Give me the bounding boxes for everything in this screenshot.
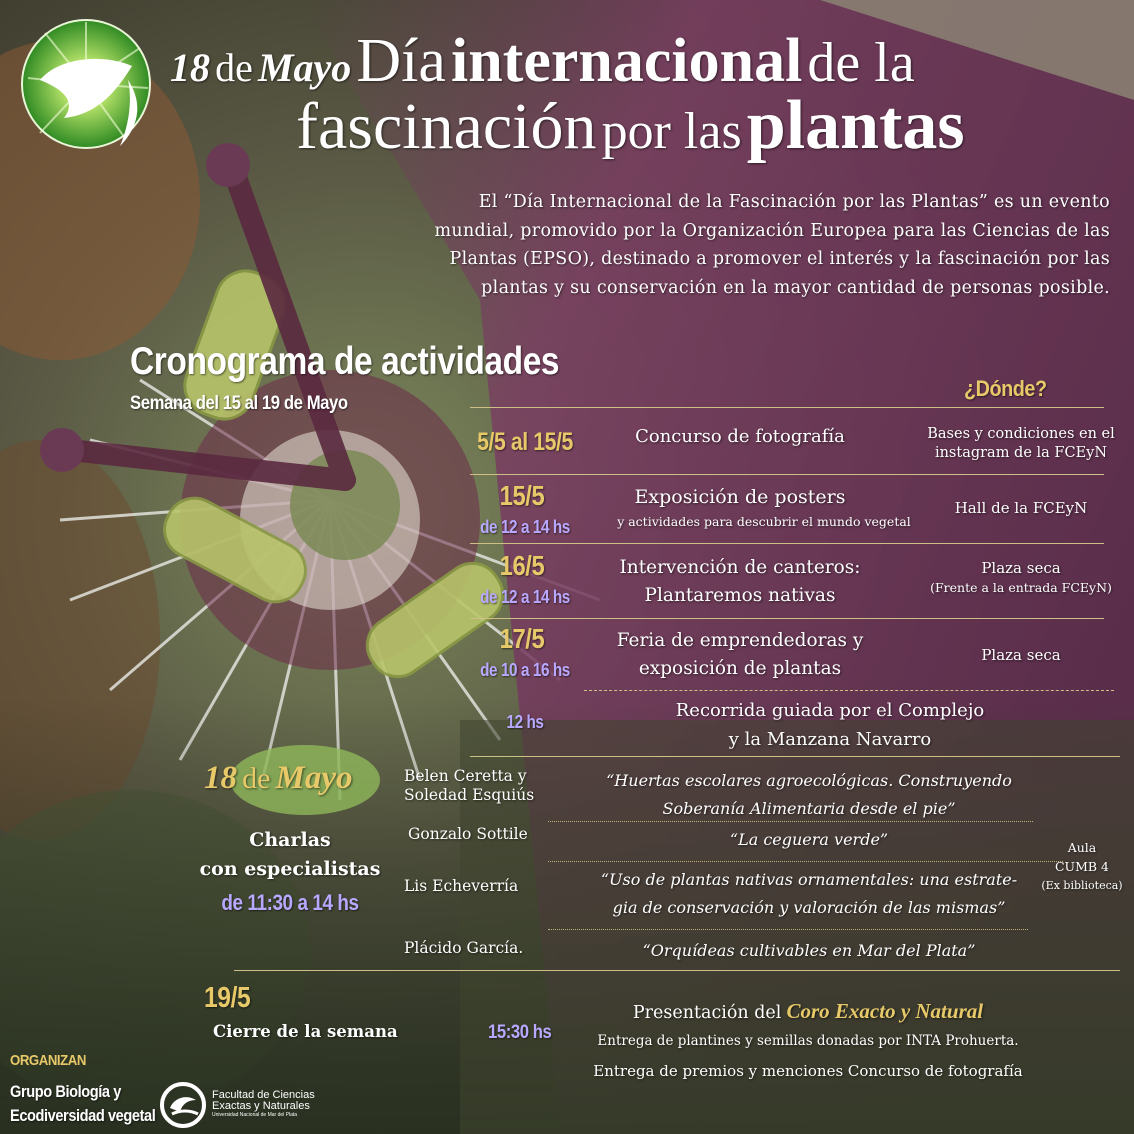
- schedule-activity: [580, 627, 900, 683]
- schedule-time: 12 hs: [506, 712, 544, 732]
- talk-speaker: Plácido García.: [404, 939, 524, 957]
- divider: [470, 407, 1104, 408]
- schedule-date: 16/5: [499, 550, 545, 581]
- divider: [548, 821, 1033, 822]
- schedule-activity-note: y actividades para descubrir el mundo vegetal: [617, 514, 911, 529]
- closing-date: 19/5: [204, 982, 251, 1014]
- talks-place-line: Aula: [1067, 840, 1097, 855]
- title-word-internacional: internacional: [451, 27, 803, 95]
- schedule-place-line: instagram de la FCEyN: [934, 445, 1108, 461]
- organizers-label: ORGANIZAN: [10, 1052, 86, 1069]
- schedule-place: Hall de la FCEyN: [954, 499, 1088, 517]
- divider: [548, 929, 1028, 930]
- intro-line: Plantas (EPSO), destinado a promover el interés y la fascinación por las: [449, 249, 1110, 269]
- schedule-time: de 12 a 14 hs: [480, 587, 570, 607]
- title-word-plantas: plantas: [746, 87, 965, 164]
- intro-paragraph: [290, 188, 1110, 302]
- faculty-name: [212, 1090, 315, 1119]
- schedule-activity-line: exposición de plantas: [638, 658, 842, 679]
- organizer-group: [10, 1080, 155, 1128]
- organizer-line: Grupo Biología y: [10, 1082, 121, 1101]
- schedule-date: 17/5: [499, 623, 545, 654]
- talk-title-line: gia de conservación y valoración de las mismas”: [612, 898, 1006, 917]
- talks-heading: [180, 826, 400, 884]
- talk-speaker: [404, 767, 534, 805]
- faculty-name-line: Universidad Nacional de Mar del Plata: [212, 1112, 298, 1118]
- talks-place-line: (Ex biblioteca): [1041, 879, 1123, 892]
- talk-title: “La ceguera verde”: [729, 830, 889, 849]
- schedule-date: 5/5 al 15/5: [477, 428, 573, 456]
- title-word-por-las: por las: [601, 103, 742, 160]
- closing-label: Cierre de la semana: [213, 1022, 398, 1041]
- title-word-de-la: de la: [807, 32, 915, 94]
- schedule-activity: Exposición de posters: [634, 486, 846, 508]
- divider: [470, 474, 1104, 475]
- intro-line: mundial, promovido por la Organización Europea para las Ciencias de las: [434, 220, 1110, 241]
- divider: [470, 543, 1104, 544]
- divider: [548, 861, 1063, 862]
- talk-speaker: Lis Echeverría: [404, 877, 519, 895]
- where-header: ¿Dónde?: [964, 376, 1047, 401]
- schedule-activity: Concurso de fotografía: [635, 426, 845, 447]
- talks-date: [204, 760, 353, 797]
- schedule-activity: [590, 554, 890, 610]
- faculty-name-line: Facultad de Ciencias: [212, 1089, 315, 1101]
- talks-date-month: Mayo: [275, 760, 353, 796]
- talk-speaker-line: Soledad Esquiús: [404, 786, 535, 804]
- schedule-activity-line: y la Manzana Navarro: [728, 729, 932, 750]
- closing-line3: Entrega de premios y menciones Concurso de fotografía: [593, 1062, 1023, 1080]
- schedule-place-line: Bases y condiciones en el: [927, 426, 1115, 442]
- talks-date-de: de: [242, 762, 271, 795]
- faculty-logo-icon: [160, 1082, 206, 1128]
- title-date-number: 18: [170, 45, 210, 90]
- schedule-time: de 12 a 14 hs: [480, 517, 570, 537]
- leaf-logo-icon: [20, 18, 152, 150]
- talk-title: [570, 866, 1048, 922]
- choir-name: Coro Exacto y Natural: [786, 999, 984, 1023]
- talk-title-line: “Huertas escolares agroecológicas. Construyendo: [606, 771, 1012, 790]
- talks-place: [1036, 838, 1128, 895]
- divider: [584, 690, 1114, 691]
- organizer-line: Ecodiversidad vegetal: [10, 1106, 156, 1125]
- closing-time: 15:30 hs: [488, 1022, 552, 1043]
- talks-place-line: CUMB 4: [1054, 859, 1109, 874]
- schedule-activity-line: Recorrida guiada por el Complejo: [675, 700, 985, 721]
- schedule-time: de 10 a 16 hs: [480, 660, 570, 680]
- talks-time: de 11:30 a 14 hs: [221, 890, 359, 915]
- title-date-de: de: [215, 45, 253, 90]
- talk-title-line: “Uso de plantas nativas ornamentales: una estrate-: [600, 870, 1018, 889]
- closing-line2: Entrega de plantines y semillas donadas por INTA Prohuerta.: [597, 1033, 1019, 1049]
- title-date-month: Mayo: [257, 45, 352, 90]
- schedule-activity-line: Feria de emprendedoras y: [616, 630, 864, 651]
- schedule-place: Plaza seca: [981, 646, 1061, 664]
- schedule-place-line: (Frente a la entrada FCEyN): [930, 580, 1112, 595]
- talks-date-number: 18: [204, 760, 237, 796]
- title-word-dia: Día: [356, 27, 446, 95]
- page-title-line2: [296, 86, 965, 166]
- schedule-title: Cronograma de actividades: [130, 340, 560, 383]
- talk-speaker: Gonzalo Sottile: [408, 825, 528, 843]
- schedule-place: [912, 558, 1130, 598]
- talks-heading-line: con especialistas: [199, 858, 381, 880]
- schedule-subtitle: Semana del 15 al 19 de Mayo: [130, 393, 348, 414]
- divider: [234, 970, 1120, 971]
- schedule-activity-line: Plantaremos nativas: [644, 585, 836, 606]
- intro-line: El “Día Internacional de la Fascinación por las Plantas” es un evento: [478, 192, 1110, 212]
- schedule-activity-line: Intervención de canteros:: [619, 557, 861, 578]
- talk-speaker-line: Belen Ceretta y: [404, 767, 527, 785]
- schedule-place: [912, 425, 1130, 463]
- closing-line1: [576, 999, 1040, 1024]
- intro-line: plantas y su conservación en la mayor cantidad de personas posible.: [481, 277, 1110, 298]
- divider: [470, 618, 1104, 619]
- schedule-place-line: Plaza seca: [981, 559, 1061, 577]
- divider: [470, 756, 1120, 757]
- talk-title-line: Soberanía Alimentaria desde el pie”: [662, 799, 956, 818]
- schedule-date: 15/5: [499, 480, 545, 511]
- talk-title: “Orquídeas cultivables en Mar del Plata”: [642, 941, 976, 960]
- closing-line1-text: Presentación del: [632, 1003, 782, 1023]
- faculty-name-line: Exactas y Naturales: [212, 1100, 310, 1112]
- title-word-fascinacion: fascinación: [296, 90, 597, 163]
- schedule-activity: [650, 696, 1010, 754]
- talk-title: [570, 767, 1048, 823]
- talks-heading-line: Charlas: [249, 829, 331, 851]
